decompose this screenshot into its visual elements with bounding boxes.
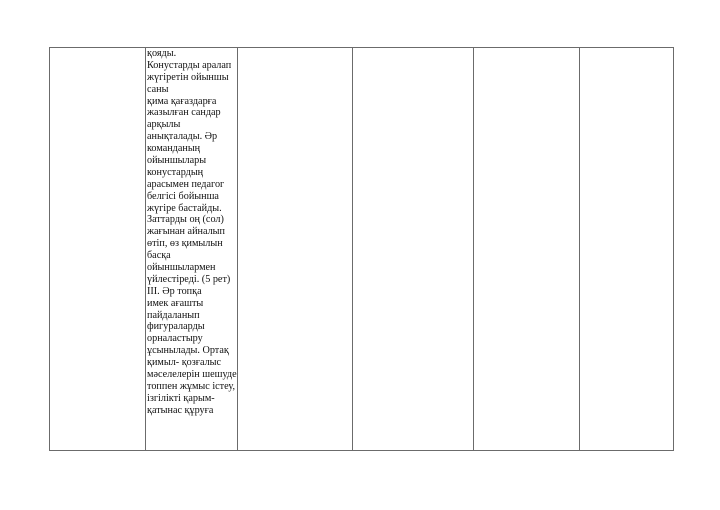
text-line: басқа	[147, 250, 171, 262]
text-line: топпен жұмыс істеу,	[147, 380, 236, 392]
text-line: ойыншылары	[147, 155, 207, 167]
text-line: команданың	[147, 143, 201, 155]
table-cell-col-5	[474, 48, 580, 451]
text-line: жағынан айналып	[147, 226, 225, 238]
table-cell-col-4	[353, 48, 474, 451]
activity-description-text	[146, 48, 237, 417]
table-cell-activity-description	[146, 48, 238, 451]
text-line: арқылы	[147, 119, 181, 131]
text-line: үйлестіреді. (5 рет)	[147, 273, 231, 285]
text-line: Заттарды оң (сол)	[147, 214, 224, 226]
table-cell-col-6	[580, 48, 674, 451]
text-line: мәселелерін шешуде	[147, 369, 237, 381]
text-line: ІІІ. Әр топқа	[147, 285, 202, 297]
text-line: жүгіретін ойыншы	[147, 71, 229, 83]
text-line: орналастыру	[147, 333, 203, 345]
table-row	[50, 48, 674, 451]
text-line: Конустарды аралап	[147, 59, 232, 71]
table-cell-col-1	[50, 48, 146, 451]
text-line: пайдаланып	[147, 309, 200, 321]
text-line: ойыншылармен	[147, 262, 216, 274]
text-line: қатынас құруға	[147, 404, 214, 416]
text-line: конустардың	[147, 166, 204, 178]
text-line: жүгіре бастайды.	[147, 202, 222, 214]
text-line: ізгілікті қарым-	[147, 392, 215, 404]
text-line: имек ағашты	[147, 297, 204, 309]
text-line: анықталады. Әр	[147, 131, 218, 143]
table-cell-col-3	[238, 48, 353, 451]
text-line: жазылған сандар	[147, 107, 221, 119]
text-line: фигураларды	[147, 321, 205, 333]
text-line: ұсынылады. Ортақ	[147, 345, 229, 357]
lesson-plan-table	[49, 47, 674, 451]
text-line: саны	[147, 83, 169, 95]
text-line: арасымен педагог	[147, 178, 225, 190]
text-line: қима қағаздарға	[147, 95, 217, 107]
text-line: белгісі бойынша	[147, 190, 219, 202]
text-line: қимыл- қозғалыс	[147, 357, 222, 369]
text-line: өтіп, өз қимылын	[147, 238, 223, 250]
text-line: қояды.	[147, 48, 177, 59]
